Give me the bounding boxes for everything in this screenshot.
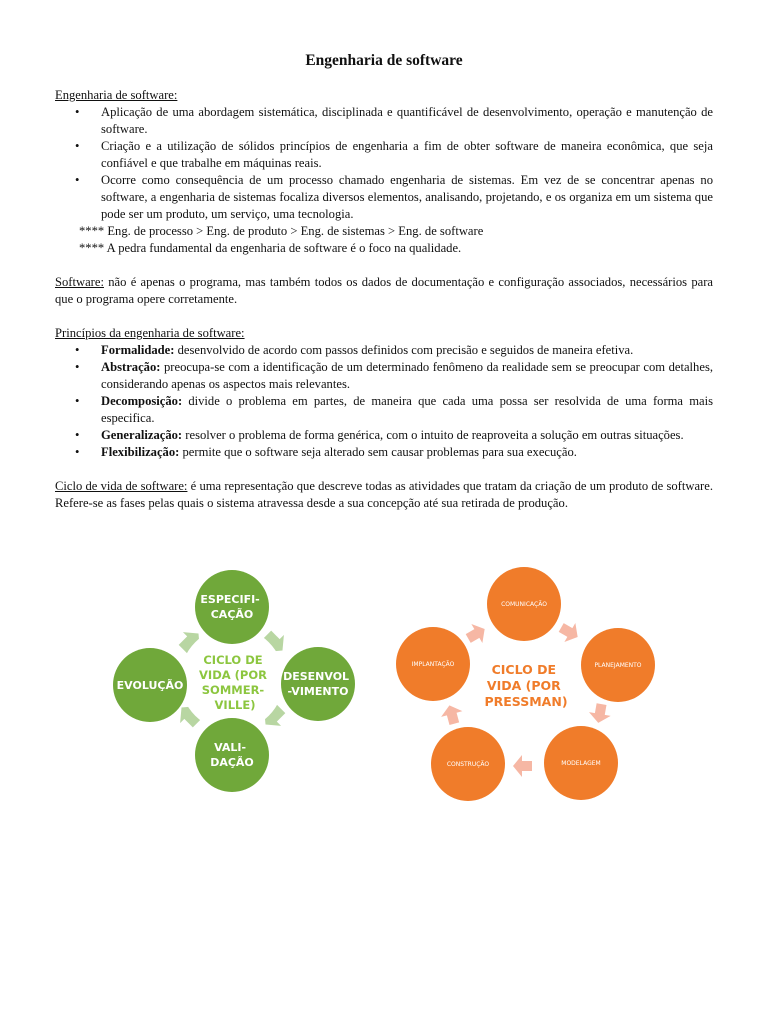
bullet-icon: • <box>75 360 80 374</box>
list-item: • Criação e a utilização de sólidos princípios de engenharia a fim de obter software de maneira econômica, que seja confiável e que trabalhe em máquinas reais. <box>75 139 713 170</box>
cycle-arrow-icon <box>463 619 490 648</box>
bullet-icon: • <box>75 428 80 442</box>
section-heading-principios: Princípios da engenharia de software: <box>55 326 245 340</box>
cycle-node-desenvolvimento <box>281 647 355 721</box>
list-item: • Aplicação de uma abordagem sistemática, disciplinada e quantificável de desenvolvimento, operação e manutenção de software. <box>75 105 713 136</box>
term-software: Software: <box>55 275 104 289</box>
diagrams-svg <box>0 560 768 810</box>
bullet-icon: • <box>75 139 80 153</box>
node-label: VALI- DAÇÃO <box>210 741 254 769</box>
cycle-center-label: CICLO DE VIDA (POR SOMMER- VILLE) <box>199 653 267 712</box>
list-item: • Formalidade: desenvolvido de acordo com passos definidos com precisão e seguidos de maneira efetiva. <box>75 343 634 357</box>
principles-list <box>55 342 713 461</box>
list-item: • Generalização: resolver o problema de forma genérica, com o intuito de reaproveita a solução em outras situações. <box>75 428 684 442</box>
node-label: CONSTRUÇÃO <box>446 761 490 768</box>
node-label: COMUNICAÇÃO <box>501 601 547 608</box>
bullet-icon: • <box>75 105 80 119</box>
node-label: EVOLUÇÃO <box>116 679 184 692</box>
cycle-center-label: CICLO DE VIDA (POR PRESSMAN) <box>484 662 568 709</box>
list-item: • Ocorre como consequência de um processo chamado engenharia de sistemas. Em vez de se concentrar apenas no software, a engenharia de sistemas focaliza diversos elementos, analisando, projetando, e os organiza em um sistema que pode ser um produto, um serviço, uma tecnologia. <box>75 173 713 221</box>
software-definition: Software: não é apenas o programa, mas também todos os dados de documentação e configuração associados, necessários para que o programa opere corretamente. <box>55 275 713 306</box>
definition-list <box>55 104 713 223</box>
cycle-arrow-icon <box>439 702 465 726</box>
list-item: • Flexibilização: permite que o software seja alterado sem causar problemas para sua execução. <box>75 445 577 459</box>
ciclo-de-vida-paragraph: Ciclo de vida de software: é uma representação que descreve todas as atividades que tratam da criação de um produto de software. Refere-se as fases pelas quais o sistema atravessa desde a sua concepção até sua retirada de produção. <box>55 479 713 510</box>
node-label: MODELAGEM <box>561 760 601 767</box>
bullet-icon: • <box>75 445 80 459</box>
pressman-cycle-diagram <box>396 567 655 801</box>
term-ciclo-de-vida: Ciclo de vida de software: <box>55 479 188 493</box>
node-label: ESPECIFI- CAÇÃO <box>200 593 260 621</box>
life-cycle-diagrams <box>0 560 768 810</box>
cycle-node-validacao <box>195 718 269 792</box>
bullet-icon: • <box>75 173 80 187</box>
note-line: **** A pedra fundamental da engenharia de software é o foco na qualidade. <box>79 241 462 255</box>
document-body <box>55 87 713 512</box>
cycle-arrow-icon <box>556 618 583 647</box>
cycle-arrow-icon <box>587 702 612 725</box>
page-title: Engenharia de software <box>305 52 463 69</box>
node-label: DESENVOL -VIMENTO <box>283 670 350 698</box>
node-label: PLANEJAMENTO <box>594 662 642 669</box>
node-label: IMPLANTAÇÃO <box>411 661 455 668</box>
section-heading-engenharia: Engenharia de software: <box>55 88 178 102</box>
list-item: • Decomposição: divide o problema em partes, de maneira que cada uma possa ser resolvida de uma forma mais especifica. <box>75 394 713 425</box>
list-item: • Abstração: preocupa-se com a identificação de um determinado fenômeno da realidade sem se preocupar com detalhes, considerando apenas os aspectos mais relevantes. <box>75 360 713 391</box>
cycle-node-especificacao <box>195 570 269 644</box>
bullet-icon: • <box>75 343 80 357</box>
sommerville-cycle-diagram <box>113 570 355 792</box>
bullet-icon: • <box>75 394 80 408</box>
cycle-arrow-icon <box>513 755 532 777</box>
note-line: **** Eng. de processo > Eng. de produto > Eng. de sistemas > Eng. de software <box>79 224 484 238</box>
